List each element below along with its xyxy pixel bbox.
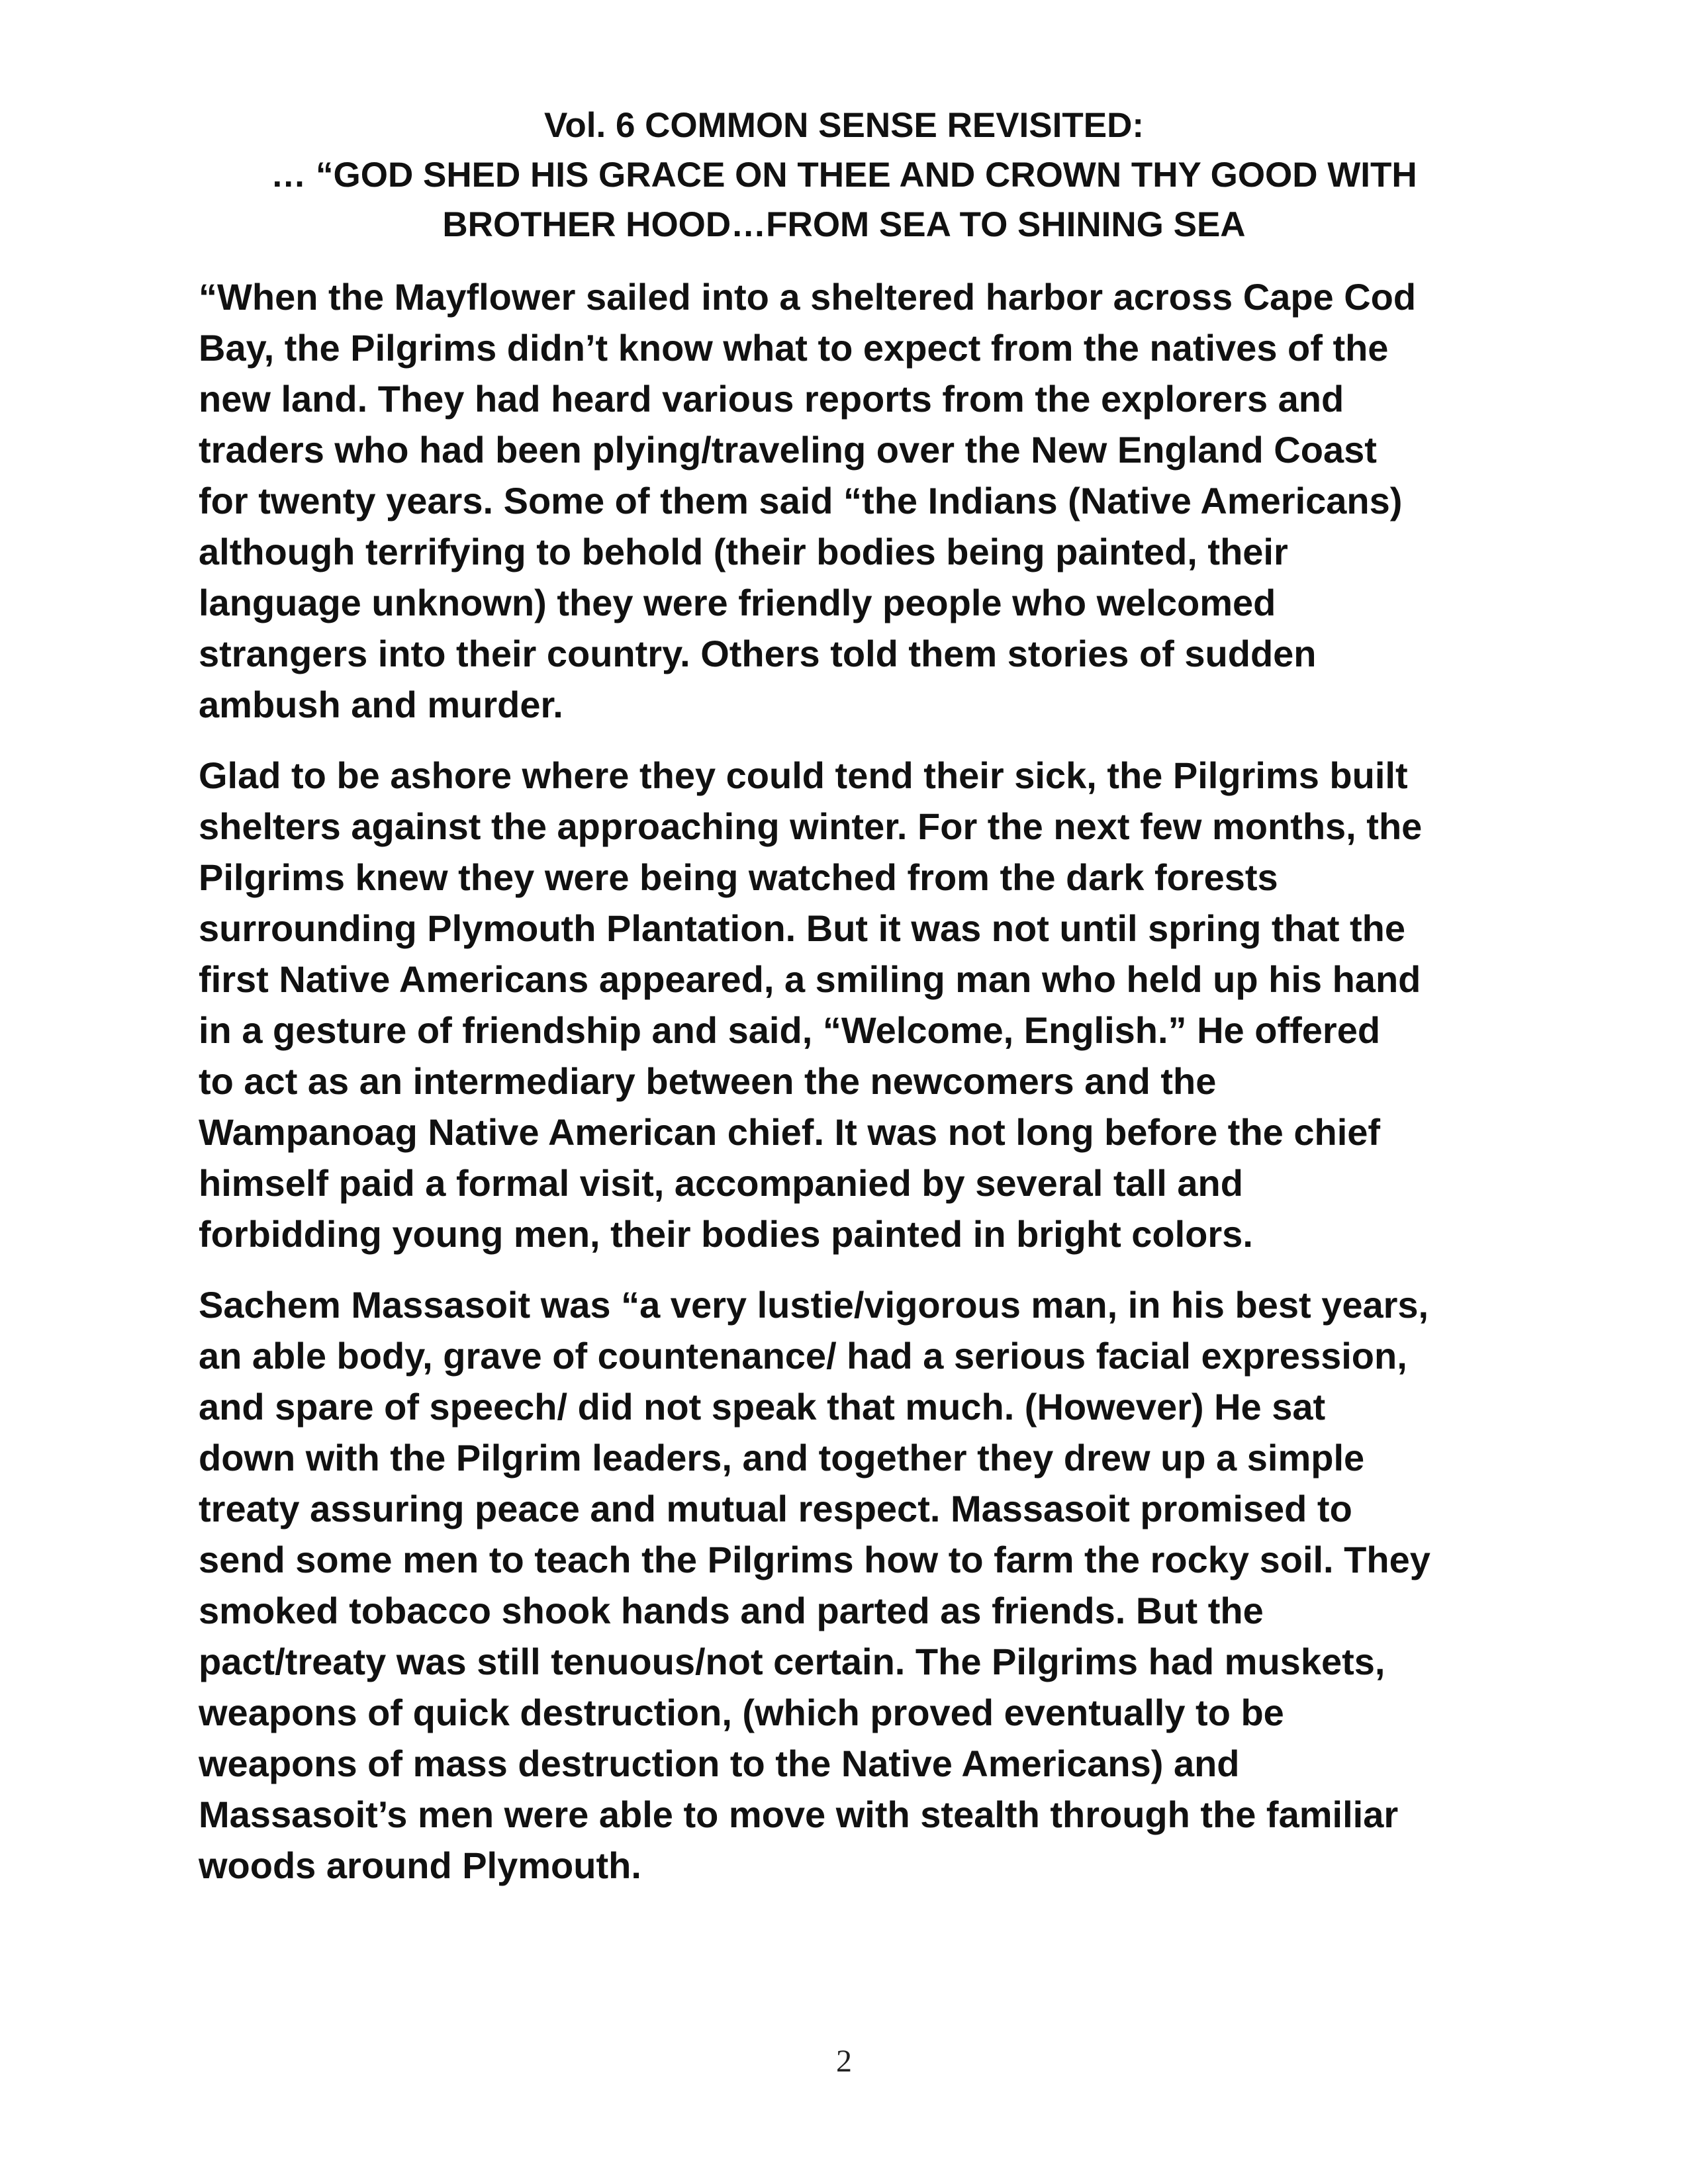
text-line: Bay, the Pilgrims didn’t know what to expect from the natives of the [199,327,1389,369]
text-line: himself paid a formal visit, accompanied by several tall and [199,1162,1243,1204]
title-line: BROTHER HOOD…FROM SEA TO SHINING SEA [442,205,1246,244]
text-line: treaty assuring peace and mutual respect. Massasoit promised to [199,1488,1352,1529]
paragraph-mayflower [199,271,1496,730]
text-line: traders who had been plying/traveling over the New England Coast [199,429,1377,471]
title-line: … “GOD SHED HIS GRACE ON THEE AND CROWN THY GOOD WITH [271,156,1417,195]
text-line: an able body, grave of countenance/ had a serious facial expression, [199,1335,1407,1377]
text-line: language unknown) they were friendly people who welcomed [199,582,1276,623]
text-line: pact/treaty was still tenuous/not certain. The Pilgrims had muskets, [199,1641,1385,1682]
text-line: Sachem Massasoit was “a very lustie/vigorous man, in his best years, [199,1284,1429,1326]
text-line: down with the Pilgrim leaders, and together they drew up a simple [199,1437,1365,1479]
text-line: surrounding Plymouth Plantation. But it was not until spring that the [199,907,1406,949]
text-line: weapons of mass destruction to the Native Americans) and [199,1743,1240,1784]
text-line: weapons of quick destruction, (which proved eventually to be [199,1692,1284,1733]
paragraph-massasoit [199,1279,1496,1891]
document-body [199,271,1496,1911]
text-line: and spare of speech/ did not speak that much. (However) He sat [199,1386,1326,1428]
text-line: Pilgrims knew they were being watched from the dark forests [199,856,1278,898]
page-number: 2 [836,2044,852,2079]
text-line: to act as an intermediary between the newcomers and the [199,1060,1217,1102]
paragraph-pilgrims-ashore [199,750,1496,1259]
text-line: “When the Mayflower sailed into a sheltered harbor across Cape Cod [199,276,1417,318]
text-line: woods around Plymouth. [199,1844,641,1886]
text-line: forbidding young men, their bodies painted in bright colors. [199,1213,1253,1255]
text-line: Glad to be ashore where they could tend their sick, the Pilgrims built [199,754,1408,796]
text-line: shelters against the approaching winter. For the next few months, the [199,805,1423,847]
text-line: first Native Americans appeared, a smiling man who held up his hand [199,958,1421,1000]
text-line: send some men to teach the Pilgrims how to farm the rocky soil. They [199,1539,1430,1580]
text-line: although terrifying to behold (their bodies being painted, their [199,531,1288,572]
title-line: Vol. 6 COMMON SENSE REVISITED: [543,106,1145,145]
text-line: Wampanoag Native American chief. It was not long before the chief [199,1111,1381,1153]
text-line: new land. They had heard various reports from the explorers and [199,378,1344,420]
text-line: strangers into their country. Others told them stories of sudden [199,633,1317,674]
text-line: ambush and murder. [199,684,563,725]
text-line: smoked tobacco shook hands and parted as friends. But the [199,1590,1264,1631]
text-line: for twenty years. Some of them said “the Indians (Native Americans) [199,480,1403,522]
document-title [165,101,1523,250]
text-line: in a gesture of friendship and said, “Welcome, English.” He offered [199,1009,1381,1051]
text-line: Massasoit’s men were able to move with stealth through the familiar [199,1794,1399,1835]
